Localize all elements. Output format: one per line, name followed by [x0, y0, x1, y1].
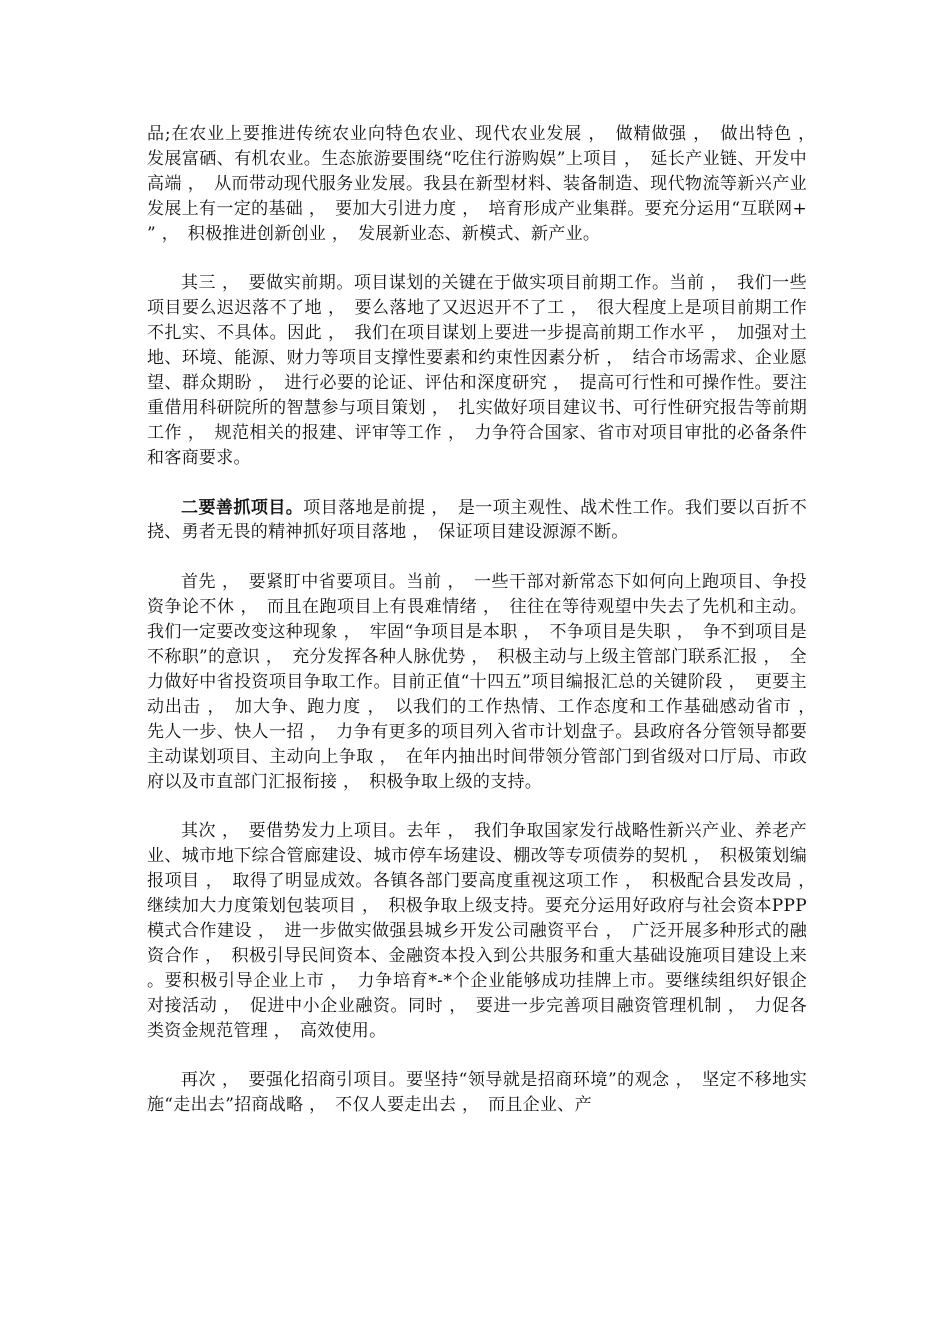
paragraph-industry-development	[147, 122, 825, 247]
paragraph-text: 项目落地是前提 ， 是一项主观性、战术性工作。我们要以百折不挠、勇者无畏的精神抓好项目落地 ， 保证项目建设源源不断。	[147, 497, 807, 543]
paragraph-leverage-momentum	[147, 819, 825, 1043]
paragraph-grasp-projects	[147, 496, 807, 546]
paragraph-text: 首先 ， 要紧盯中省要项目。当前 ， 一些干部对新常态下如何向上跑项目、争投资争论不休 ， 而且在跑项目上有畏难情绪 ， 往往在等待观望中失去了先机和主动。我们一定要改变这种现象 ， 牢固“争项目是本职 ， 不争项目是失职 ， 争不到项目是不称职”的意识 ， 充分发挥各种人脉优势 ， 积极主动与上级主管部门联系汇报 ， 全力做好中省投资项目争取工作。目前正值“十四五”项目编报汇总的关键阶段 ， 更要主动出击 ， 加大争、跑力度 ， 以我们的工作热情、工作态度和工作基础感动省市 ， 先人一步、快人一招 ， 力争有更多的项目列入省市计划盘子。县政府各分管领导都要主动谋划项目、主动向上争取 ， 在年内抽出时间带领分管部门到省级对口厅局、市政府以及市直部门汇报衔接 ， 积极争取上级的支持。	[147, 572, 825, 792]
paragraph-text: 其次 ， 要借势发力上项目。去年 ， 我们争取国家发行战略性新兴产业、养老产业、城市地下综合管廊建设、城市停车场建设、棚改等专项债券的契机 ， 积极策划编报项目 ， 取得了明显成效。各镇各部门要高度重视这项工作 ， 积极配合县发改局 ， 继续加大力度策划包装项目 ， 积极争取上级支持。要充分运用好政府与社会资本PPP模式合作建设 ， 进一步做实做强县城乡开发公司融资平台 ， 广泛开展多种形式的融资合作 ， 积极引导民间资本、金融资本投入到公共服务和重大基础设施项目建设上来。要积极引导企业上市 ， 力争培育*-*个企业能够成功挂牌上市。要继续组织好银企对接活动 ， 促进中小企业融资。同时 ， 要进一步完善项目融资管理机制 ， 力促各类资金规范管理 ， 高效使用。	[147, 821, 825, 1041]
paragraph-key-projects	[147, 570, 825, 794]
paragraph-preliminary-work	[147, 271, 807, 470]
paragraph-text: 其三 ， 要做实前期。项目谋划的关键在于做实项目前期工作。当前 ， 我们一些项目要么迟迟落不了地 ， 要么落地了又迟迟开不了工 ， 很大程度上是项目前期工作不扎实、不具体。因此 ， 我们在项目谋划上要进一步提高前期工作水平 ， 加强对土地、环境、能源、财力等项目支撑性要素和约束性因素分析 ， 结合市场需求、企业愿望、群众期盼 ， 进行必要的论证、评估和深度研究 ， 提高可行性和可操作性。要注重借用科研院所的智慧参与项目策划 ， 扎实做好项目建议书、可行性研究报告等前期工作 ， 规范相关的报建、评审等工作 ， 力争符合国家、省市对项目审批的必备条件和客商要求。	[147, 273, 807, 468]
document-body	[147, 122, 825, 1143]
paragraph-investment-attraction	[147, 1068, 807, 1118]
section-heading: 二要善抓项目。	[181, 497, 304, 518]
paragraph-text: 再次 ， 要强化招商引项目。要坚持“领导就是招商环境”的观念 ， 坚定不移地实施“走出去”招商战略 ， 不仅人要走出去 ， 而且企业、产	[147, 1070, 807, 1116]
paragraph-text: 品;在农业上要推进传统农业向特色农业、现代农业发展 ， 做精做强 ， 做出特色 ， 发展富硒、有机农业。生态旅游要围绕“吃住行游购娱”上项目 ， 延长产业链、开发中高端 ， 从而带动现代服务业发展。我县在新型材料、装备制造、现代物流等新兴产业发展上有一定的基础 ， 要加大引进力度 ， 培育形成产业集群。要充分运用“互联网+” ， 积极推进创新创业 ， 发展新业态、新模式、新产业。	[147, 124, 825, 244]
